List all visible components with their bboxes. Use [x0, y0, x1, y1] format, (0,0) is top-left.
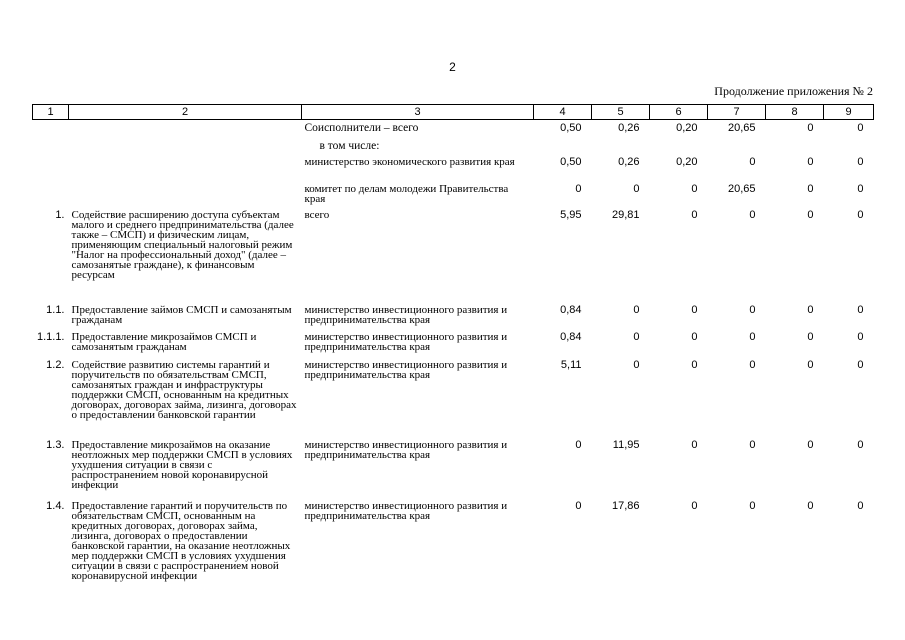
table-row [33, 499, 874, 599]
row-number [33, 154, 69, 181]
row-number: 1.2. [46, 358, 65, 371]
executor: министерство инвестиционного развития и предпринимательства края [304, 330, 508, 353]
column-header: 3 [302, 105, 534, 120]
value-cell [708, 138, 766, 154]
value-cell: 0 [807, 303, 814, 316]
value-cell: 0 [691, 499, 698, 512]
measure-name: Предоставление микрозаймов СМСП и самозанятым гражданам [71, 330, 257, 353]
executor: всего [304, 208, 330, 221]
value-cell: 0 [807, 122, 814, 134]
executor: Соисполнители – всего [304, 122, 419, 134]
value-cell: 20,65 [727, 122, 756, 134]
value-cell: 0 [575, 182, 582, 195]
column-header: 5 [592, 105, 650, 120]
table-row [33, 120, 874, 138]
table-row [33, 154, 874, 181]
table-row [33, 330, 874, 358]
row-number: 1. [55, 208, 65, 221]
value-cell: 0 [749, 208, 756, 221]
value-cell: 0 [807, 208, 814, 221]
row-number: 1.3. [46, 438, 65, 451]
value-cell: 0 [633, 330, 640, 343]
value-cell: 0 [857, 122, 864, 134]
measure-name [69, 181, 302, 208]
value-cell: 0 [749, 155, 756, 168]
value-cell: 0 [857, 155, 864, 168]
measure-name: Предоставление займов СМСП и самозанятым гражданам [71, 303, 292, 326]
value-cell: 0,50 [560, 122, 582, 134]
value-cell: 0 [749, 499, 756, 512]
value-cell: 0 [691, 438, 698, 451]
value-cell [766, 138, 824, 154]
value-cell: 29,81 [611, 208, 640, 221]
column-header: 7 [708, 105, 766, 120]
value-cell: 0 [807, 499, 814, 512]
value-cell: 0 [857, 182, 864, 195]
value-cell: 0,20 [676, 155, 698, 168]
table-row [33, 303, 874, 330]
value-cell: 0 [575, 438, 582, 451]
table-row [33, 438, 874, 499]
value-cell: 0 [857, 330, 864, 343]
measure-name [69, 120, 302, 138]
value-cell: 0 [857, 499, 864, 512]
value-cell: 0 [807, 155, 814, 168]
measure-name: Содействие расширению доступа субъектам малого и среднего предпринимательства (далее также – СМСП) и физическим лицам, применяющим специальный налоговый режим "Налог на профессиональный доход" (далее – самозанятые граждане), к финансовым ресурсам [71, 208, 294, 281]
row-number: 1.4. [46, 499, 65, 512]
value-cell: 0 [857, 303, 864, 316]
value-cell: 0 [749, 438, 756, 451]
table-row [33, 138, 874, 154]
value-cell: 0 [691, 208, 698, 221]
value-cell: 0 [857, 358, 864, 371]
table-row [33, 208, 874, 303]
value-cell: 0 [807, 182, 814, 195]
value-cell: 0,20 [676, 122, 698, 134]
row-number: 1.1. [46, 303, 65, 316]
value-cell: 0 [807, 438, 814, 451]
executor: в том числе: [319, 139, 380, 152]
page-number: 2 [449, 60, 456, 74]
value-cell: 0 [807, 330, 814, 343]
value-cell: 0 [857, 208, 864, 221]
value-cell: 20,65 [727, 182, 756, 195]
value-cell: 0,84 [560, 303, 582, 316]
measure-name: Содействие развитию системы гарантий и поручительств по обязательствам СМСП, самозанятых граждан и инфраструктуры поддержки СМСП, основанным на кредитных договорах, договорах займа, лизинга, договорах о предоставлении банковской гарантии [71, 358, 297, 421]
executor: министерство экономического развития края [304, 155, 515, 168]
column-header: 4 [534, 105, 592, 120]
value-cell: 0 [749, 330, 756, 343]
value-cell: 0 [807, 358, 814, 371]
value-cell [650, 138, 708, 154]
table-row [33, 181, 874, 208]
executor: министерство инвестиционного развития и предпринимательства края [304, 303, 508, 326]
value-cell: 0 [633, 303, 640, 316]
row-number [33, 120, 69, 138]
value-cell: 5,95 [560, 208, 582, 221]
executor: министерство инвестиционного развития и предпринимательства края [304, 499, 508, 522]
executor: министерство инвестиционного развития и предпринимательства края [304, 438, 508, 461]
column-header: 1 [33, 105, 69, 120]
value-cell: 0 [691, 182, 698, 195]
value-cell: 0 [575, 499, 582, 512]
value-cell: 0 [691, 358, 698, 371]
row-number [33, 181, 69, 208]
column-header: 6 [650, 105, 708, 120]
table-row [33, 358, 874, 438]
row-number: 1.1.1. [36, 330, 65, 343]
value-cell: 5,11 [560, 358, 582, 371]
value-cell: 0 [633, 358, 640, 371]
column-header: 2 [69, 105, 302, 120]
value-cell: 0,50 [560, 155, 582, 168]
measure-name: Предоставление микрозаймов на оказание неотложных мер поддержки СМСП в условиях ухудшения ситуации в связи с распространением новой коронавирусной инфекции [71, 438, 293, 491]
value-cell: 0 [857, 438, 864, 451]
continuation-note: Продолжение приложения № 2 [714, 84, 873, 98]
value-cell: 0 [691, 303, 698, 316]
column-header: 9 [824, 105, 874, 120]
measure-name [69, 138, 302, 154]
value-cell: 0,26 [618, 155, 640, 168]
value-cell [824, 138, 874, 154]
value-cell [534, 138, 592, 154]
value-cell [592, 138, 650, 154]
value-cell: 0 [691, 330, 698, 343]
program-table [32, 104, 874, 599]
value-cell: 0 [633, 182, 640, 195]
executor: комитет по делам молодежи Правительства края [304, 182, 509, 205]
header-row [33, 105, 874, 120]
row-number [33, 138, 69, 154]
measure-name: Предоставление гарантий и поручительств по обязательствам СМСП, основанным на кредитных договорах, договорах займа, лизинга, договорах о предоставлении банковской гарантии, на оказание неотложных мер поддержки СМСП в условиях ухудшения ситуации в связи с распространением новой коронавирусной инфекции [71, 499, 291, 582]
column-header: 8 [766, 105, 824, 120]
value-cell: 0,26 [618, 122, 640, 134]
value-cell: 0 [749, 303, 756, 316]
value-cell: 0 [749, 358, 756, 371]
value-cell: 0,84 [560, 330, 582, 343]
measure-name [69, 154, 302, 181]
value-cell: 17,86 [611, 499, 640, 512]
value-cell: 11,95 [612, 438, 640, 451]
executor: министерство инвестиционного развития и предпринимательства края [304, 358, 508, 381]
